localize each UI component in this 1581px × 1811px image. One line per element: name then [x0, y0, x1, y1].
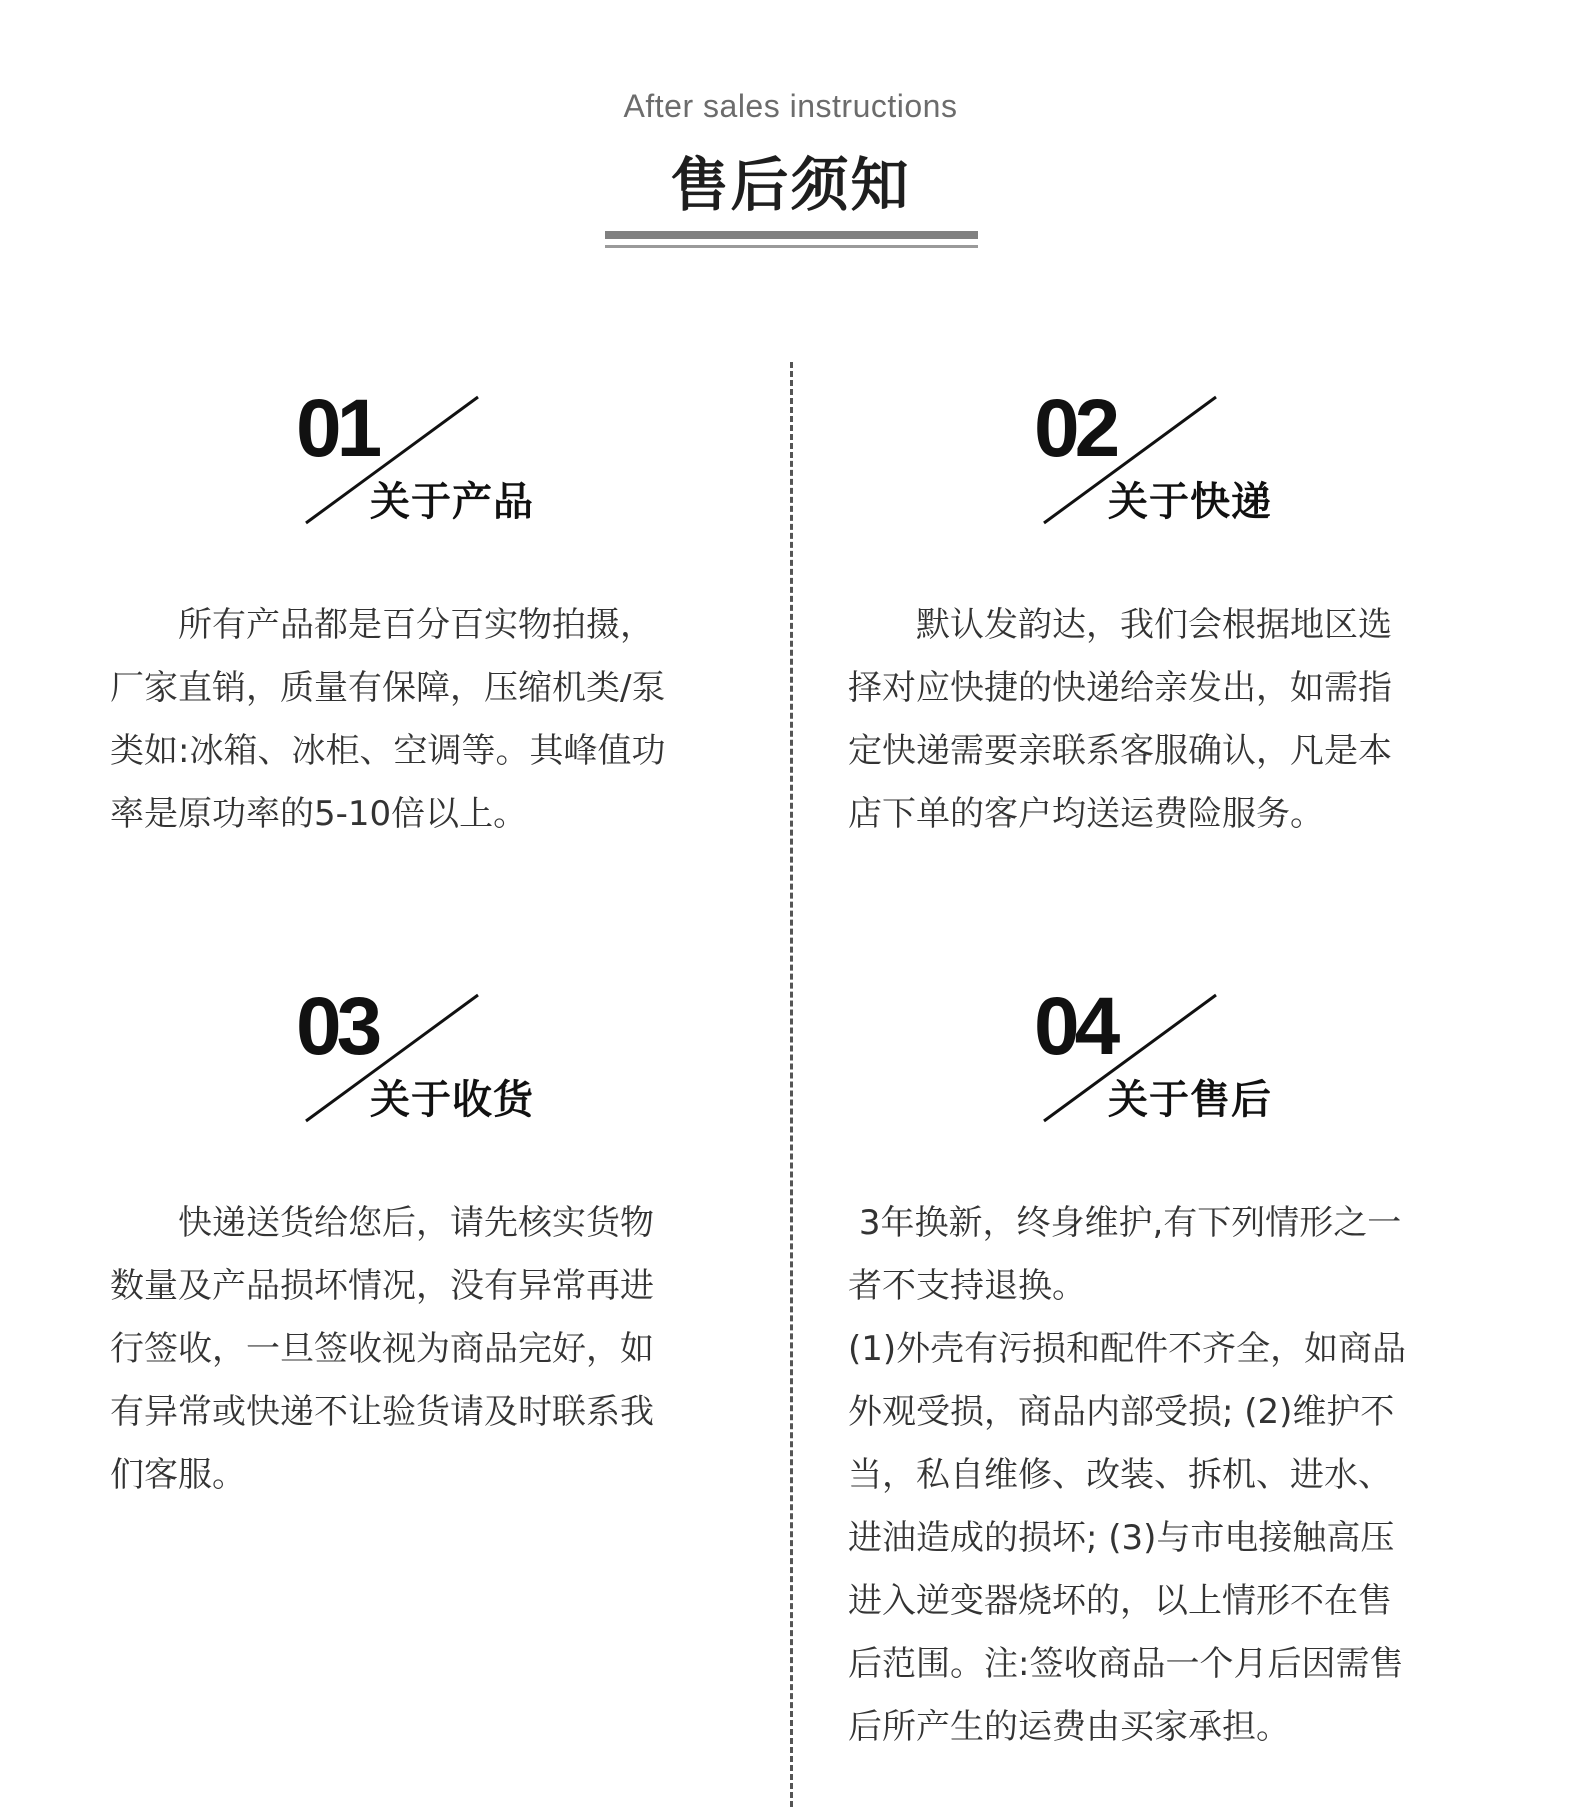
title-underline-thick	[605, 231, 978, 239]
section-delivery	[848, 370, 1508, 834]
section-title: 关于产品	[370, 479, 534, 525]
section-title: 关于售后	[1108, 1077, 1272, 1123]
section-heading	[110, 370, 770, 530]
page-title: 售后须知	[670, 151, 911, 219]
page-subtitle: After sales instructions	[623, 88, 958, 124]
section-number: 04	[1034, 981, 1116, 1072]
column-divider	[790, 362, 793, 1807]
title-underline-thin	[605, 245, 978, 248]
section-after-sales	[848, 968, 1508, 1747]
page-header	[0, 0, 1581, 260]
section-body: 3年换新，终身维护,有下列情形之一 者不支持退换。 (1)外壳有污损和配件不齐全，如商品 外观受损，商品内部受损; (2)维护不 当，私自维修、改装、拆机、进水、 进油造成的损坏; (3)与市电接触高压 进入逆变器烧坏的，以上情形不在售 后范围。注:签收商品一个月后因需售 后所产生的运费由买家承担。	[848, 1203, 1407, 1747]
section-number: 02	[1034, 383, 1116, 474]
section-product	[110, 370, 770, 834]
section-body: 所有产品都是百分百实物拍摄， 厂家直销，质量有保障，压缩机类/泵 类如:冰箱、冰柜、空调等。其峰值功 率是原功率的5-10倍以上。	[110, 605, 666, 834]
section-body: 快递送货给您后，请先核实货物 数量及产品损坏情况，没有异常再进 行签收，一旦签收视为商品完好，如 有异常或快递不让验货请及时联系我 们客服。	[110, 1203, 654, 1495]
section-number: 01	[296, 383, 378, 474]
section-receiving	[110, 968, 770, 1495]
section-heading	[848, 370, 1508, 530]
section-body: 默认发韵达，我们会根据地区选 择对应快捷的快递给亲发出，如需指 定快递需要亲联系客服确认，凡是本 店下单的客户均送运费险服务。	[848, 605, 1392, 834]
section-title: 关于收货	[370, 1077, 534, 1123]
section-title: 关于快递	[1108, 479, 1272, 525]
section-heading	[848, 968, 1508, 1128]
section-number: 03	[296, 981, 378, 1072]
section-heading	[110, 968, 770, 1128]
